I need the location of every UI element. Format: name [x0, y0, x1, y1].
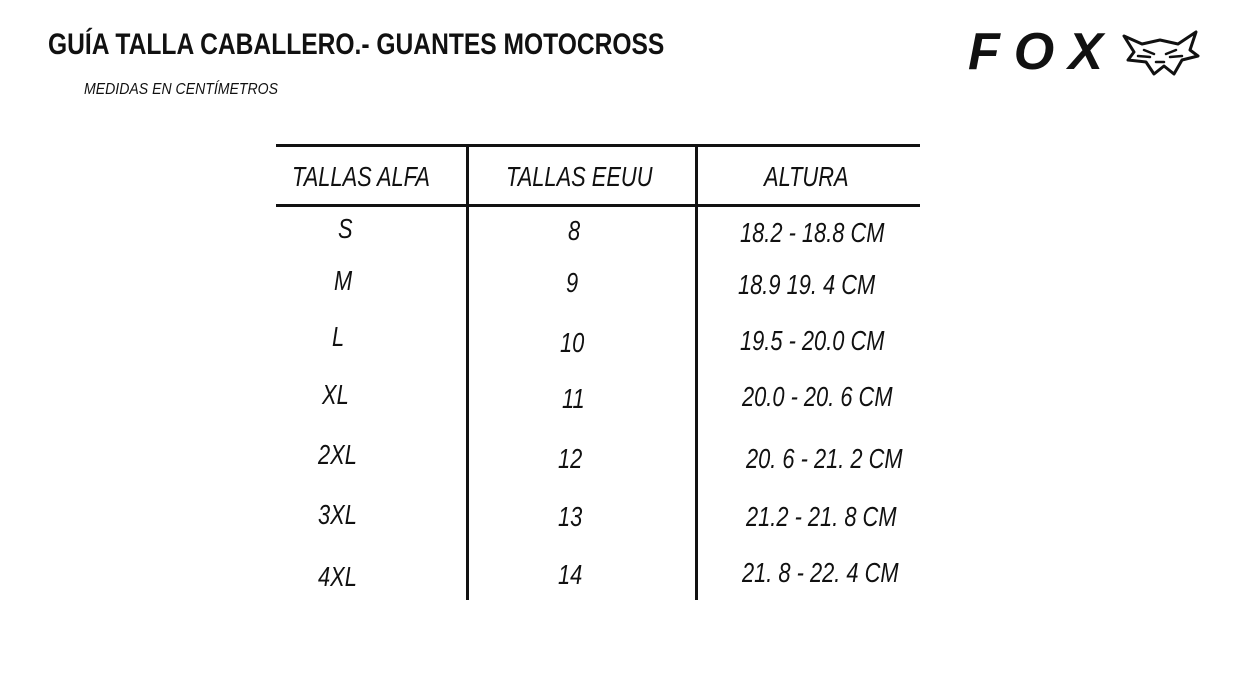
cell-alpha-size: 4XL — [318, 561, 357, 592]
header-cell-altura: ALTURA — [764, 161, 849, 192]
cell-us-size: 12 — [558, 443, 583, 474]
cell-alpha-size: 2XL — [318, 439, 357, 470]
cell-us-size: 13 — [558, 501, 583, 532]
table-column-divider — [695, 146, 698, 600]
cell-alpha-size: M — [334, 265, 353, 296]
cell-us-size: 8 — [568, 215, 581, 246]
header-cell-tallas-eeuu: TALLAS EEUU — [506, 161, 653, 192]
cell-alpha-size: L — [332, 321, 345, 352]
page-subtitle: MEDIDAS EN CENTÍMETROS — [84, 81, 279, 98]
table-column-divider — [466, 146, 469, 600]
cell-us-size: 14 — [558, 559, 583, 590]
cell-alpha-size: S — [338, 213, 353, 244]
cell-measure: 21.2 - 21. 8 CM — [746, 501, 897, 532]
cell-measure: 19.5 - 20.0 CM — [740, 325, 885, 356]
cell-alpha-size: XL — [322, 379, 349, 410]
cell-measure: 21. 8 - 22. 4 CM — [742, 557, 899, 588]
cell-alpha-size: 3XL — [318, 499, 357, 530]
brand-logo — [968, 22, 1200, 82]
page-title: GUÍA TALLA CABALLERO.- GUANTES MOTOCROSS — [48, 28, 665, 61]
logo-text: FOX — [968, 23, 1117, 81]
cell-us-size: 11 — [562, 383, 585, 414]
table-top-rule — [276, 144, 920, 147]
fox-head-icon — [1120, 26, 1200, 80]
cell-us-size: 9 — [566, 267, 579, 298]
cell-us-size: 10 — [560, 327, 585, 358]
size-table — [276, 144, 920, 600]
cell-measure: 20. 6 - 21. 2 CM — [746, 443, 903, 474]
cell-measure: 20.0 - 20. 6 CM — [742, 381, 893, 412]
header-cell-tallas-alfa: TALLAS ALFA — [292, 161, 430, 192]
table-header-rule — [276, 204, 920, 207]
cell-measure: 18.9 19. 4 CM — [738, 269, 876, 300]
cell-measure: 18.2 - 18.8 CM — [740, 217, 885, 248]
